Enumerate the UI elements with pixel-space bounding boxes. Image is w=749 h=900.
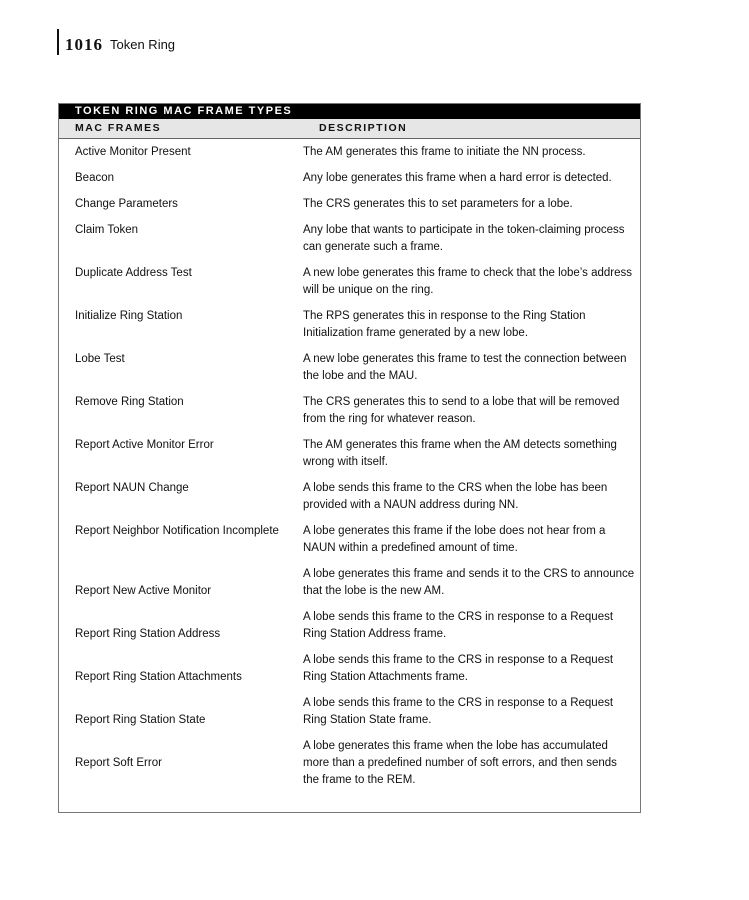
table-row [59, 652, 640, 686]
frame-name: Beacon [75, 172, 115, 184]
frame-name: Report Ring Station Attachments [75, 671, 242, 683]
frame-description: A lobe sends this frame to the CRS in response to a Request Ring Station Attachments frame. [303, 654, 614, 683]
frame-description: A lobe sends this frame to the CRS when the lobe has been provided with a NAUN address during NN. [303, 482, 608, 511]
frame-description: A new lobe generates this frame to check that the lobe’s address will be unique on the ring. [303, 267, 633, 296]
frame-name: Report Neighbor Notification Incomplete [75, 525, 279, 537]
frame-description: A lobe generates this frame and sends it to the CRS to announce that the lobe is the new AM. [303, 568, 635, 597]
frame-name: Report Ring Station Address [75, 628, 221, 640]
table-row [59, 523, 640, 557]
table-row [59, 566, 640, 600]
frame-description: A lobe generates this frame if the lobe does not hear from a NAUN within a predefined amount of time. [303, 525, 606, 554]
table-row [59, 222, 640, 256]
table-row [59, 351, 640, 385]
table-row [59, 265, 640, 299]
frame-description: The RPS generates this in response to the Ring Station Initialization frame generated by a new lobe. [303, 310, 586, 339]
table-row [59, 394, 640, 428]
frame-name: Report Active Monitor Error [75, 439, 214, 451]
frame-name: Report Soft Error [75, 757, 162, 769]
frame-description: The CRS generates this to send to a lobe that will be removed from the ring for whatever reason. [303, 396, 620, 425]
table-row [59, 308, 640, 342]
column-header-description: DESCRIPTION [319, 122, 408, 134]
frame-description: Any lobe that wants to participate in the token-claiming process can generate such a frame. [303, 224, 625, 253]
frame-description: A lobe sends this frame to the CRS in response to a Request Ring Station Address frame. [303, 611, 614, 640]
running-head: Token Ring [110, 37, 176, 52]
table-row [59, 738, 640, 789]
mac-frame-table [58, 103, 641, 813]
page-header [57, 29, 175, 55]
frame-name: Claim Token [75, 224, 139, 236]
frame-name: Duplicate Address Test [75, 267, 192, 279]
frame-description: A new lobe generates this frame to test the connection between the lobe and the MAU. [303, 353, 627, 382]
frame-description: Any lobe generates this frame when a hard error is detected. [303, 172, 612, 184]
table-row [59, 196, 640, 213]
frame-name: Report NAUN Change [75, 482, 189, 494]
frame-description: The AM generates this frame to initiate the NN process. [303, 146, 586, 158]
frame-description: A lobe sends this frame to the CRS in response to a Request Ring Station State frame. [303, 697, 614, 726]
frame-name: Report New Active Monitor [75, 585, 212, 597]
page-number: 1016 [65, 35, 103, 54]
table-row [59, 609, 640, 643]
frame-name: Change Parameters [75, 198, 178, 210]
table-row [59, 437, 640, 471]
column-header-row [59, 119, 640, 139]
table-row [59, 170, 640, 187]
table-row [59, 695, 640, 729]
table-row [59, 480, 640, 514]
frame-name: Initialize Ring Station [75, 310, 183, 322]
frame-description: A lobe generates this frame when the lobe has accumulated more than a predefined number of soft errors, and then sends the frame to the REM. [303, 740, 617, 786]
frame-description: The AM generates this frame when the AM detects something wrong with itself. [303, 439, 617, 468]
frame-name: Active Monitor Present [75, 146, 191, 158]
frame-description: The CRS generates this to set parameters for a lobe. [303, 198, 573, 210]
frame-name: Report Ring Station State [75, 714, 206, 726]
table-title: TOKEN RING MAC FRAME TYPES [59, 104, 640, 119]
frame-name: Lobe Test [75, 353, 125, 365]
table-body [59, 139, 640, 789]
column-header-mac-frames: MAC FRAMES [75, 122, 162, 134]
frame-name: Remove Ring Station [75, 396, 184, 408]
table-row [59, 144, 640, 161]
